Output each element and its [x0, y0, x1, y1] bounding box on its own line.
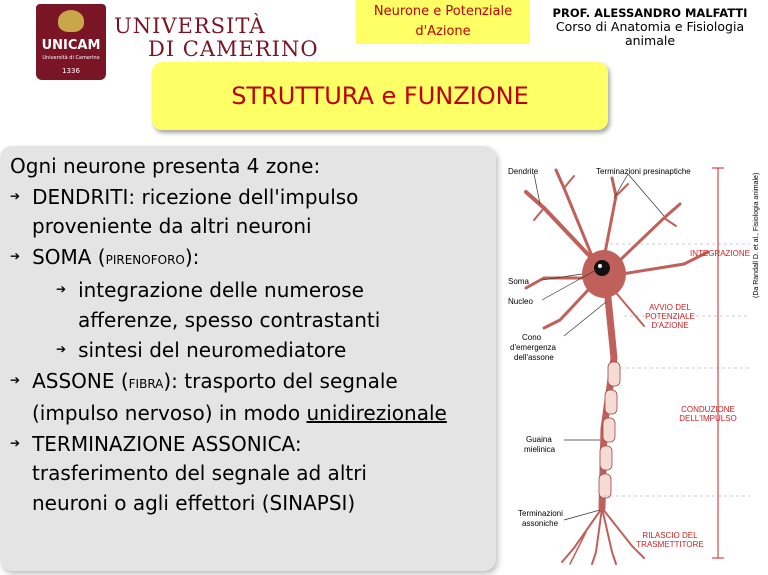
- term-line: [10, 429, 494, 460]
- nucleus: [594, 260, 610, 276]
- label-avvio2: POTENZIALE: [645, 312, 695, 321]
- label-soma: Soma: [508, 277, 529, 286]
- soma-item1a: integrazione delle numerose: [78, 278, 364, 302]
- course-line2: animale: [624, 33, 676, 48]
- topic-line1: Neurone e Potenziale: [373, 4, 513, 19]
- dendriti-label: DENDRITI: [32, 184, 129, 209]
- label-rilascio1: RILASCIO DEL: [642, 531, 698, 540]
- arrow-bullet-icon: ➔: [56, 342, 67, 356]
- assone-end: ): trasporto del segnale: [163, 368, 398, 393]
- title-box: [152, 62, 608, 130]
- soma-line: [10, 242, 494, 276]
- assone-text2: (impulso nervoso) in modo: [32, 401, 301, 425]
- process-bracket: [712, 168, 724, 558]
- term-line3: neuroni o agli effettori (SINAPSI): [32, 490, 356, 515]
- unicam-logo: [36, 4, 106, 80]
- assone-small: FIBRA: [128, 376, 164, 391]
- body-text: [10, 152, 494, 518]
- arrow-bullet-icon: ➔: [56, 282, 67, 296]
- assone-line: [10, 366, 494, 400]
- credit-text: (Da Randall D. et al., Fisiologia animale): [753, 172, 760, 298]
- dendriti-line2: proveniente da altri neuroni: [32, 214, 312, 238]
- professor-name: PROF. ALESSANDRO MALFATTI: [552, 6, 748, 20]
- label-cono2: d'emergenza: [510, 343, 556, 352]
- assone-underline: unidirezionale: [306, 401, 447, 425]
- course-name: [532, 20, 768, 48]
- soma-small: PIRENOFORO: [105, 252, 185, 267]
- intro-line: Ogni neurone presenta 4 zone:: [10, 154, 321, 178]
- label-term2: assoniche: [522, 519, 559, 528]
- arrow-bullet-icon: ➔: [10, 372, 21, 387]
- arrow-bullet-icon: ➔: [10, 435, 21, 450]
- label-integrazione: INTEGRAZIONE: [689, 249, 751, 258]
- soma-item2: sintesi del neuromediatore: [78, 338, 347, 362]
- term-line2: trasferimento del segnale ad altri: [32, 461, 367, 485]
- course-line1: Corso di Anatomia e Fisiologia: [555, 19, 745, 34]
- soma-item1-line: [10, 275, 494, 306]
- crest-icon: [58, 10, 84, 32]
- label-presinaptiche: Terminazioni presinaptiche: [596, 167, 691, 176]
- label-cono3: dell'assone: [514, 353, 554, 362]
- university-name-line1: UNIVERSITÀ: [114, 14, 266, 38]
- label-avvio1: AVVIO DEL: [649, 303, 691, 312]
- label-conduzione2: DELL'IMPULSO: [679, 414, 737, 423]
- label-conduzione1: CONDUZIONE: [681, 405, 735, 414]
- label-guaina2: mielinica: [524, 445, 556, 454]
- arrow-bullet-icon: ➔: [10, 248, 21, 263]
- dashed-guides: [604, 244, 750, 496]
- label-avvio3: D'AZIONE: [651, 321, 689, 330]
- assone-label: ASSONE (: [32, 368, 129, 393]
- avvio-label-area: [652, 288, 688, 334]
- topic-box: [356, 0, 530, 44]
- logo-year: 1336: [62, 67, 80, 75]
- label-dendrite: Dendrite: [508, 167, 539, 176]
- label-cono1: Cono: [522, 333, 542, 342]
- label-rilascio2: TRASMETTITORE: [636, 540, 704, 549]
- soma-item1-line2: afferenze, spesso contrastanti: [78, 307, 381, 332]
- professor-block: [532, 6, 768, 48]
- soma-item2-line: [10, 335, 494, 366]
- label-nucleo: Nucleo: [508, 297, 533, 306]
- arrow-bullet-icon: ➔: [10, 188, 21, 203]
- dendriti-text: : ricezione dell'impulso: [128, 184, 359, 209]
- image-credit: [748, 158, 762, 298]
- soma-end: ):: [184, 244, 200, 269]
- label-guaina1: Guaina: [526, 435, 552, 444]
- dendriti-line: [10, 182, 494, 213]
- neuron-diagram: [504, 148, 766, 568]
- logo-subtitle: Università di Camerino: [42, 55, 100, 61]
- assone-line2: [10, 399, 494, 429]
- logo-name: UNICAM: [41, 38, 101, 53]
- slide-title: STRUTTURA e FUNZIONE: [231, 82, 529, 110]
- term-label: TERMINAZIONE ASSONICA:: [32, 431, 302, 456]
- university-name-line2: DI CAMERINO: [148, 37, 319, 61]
- label-term1: Terminazioni: [518, 509, 563, 518]
- topic-line2: d'Azione: [415, 24, 471, 39]
- soma-label: SOMA (: [32, 244, 106, 269]
